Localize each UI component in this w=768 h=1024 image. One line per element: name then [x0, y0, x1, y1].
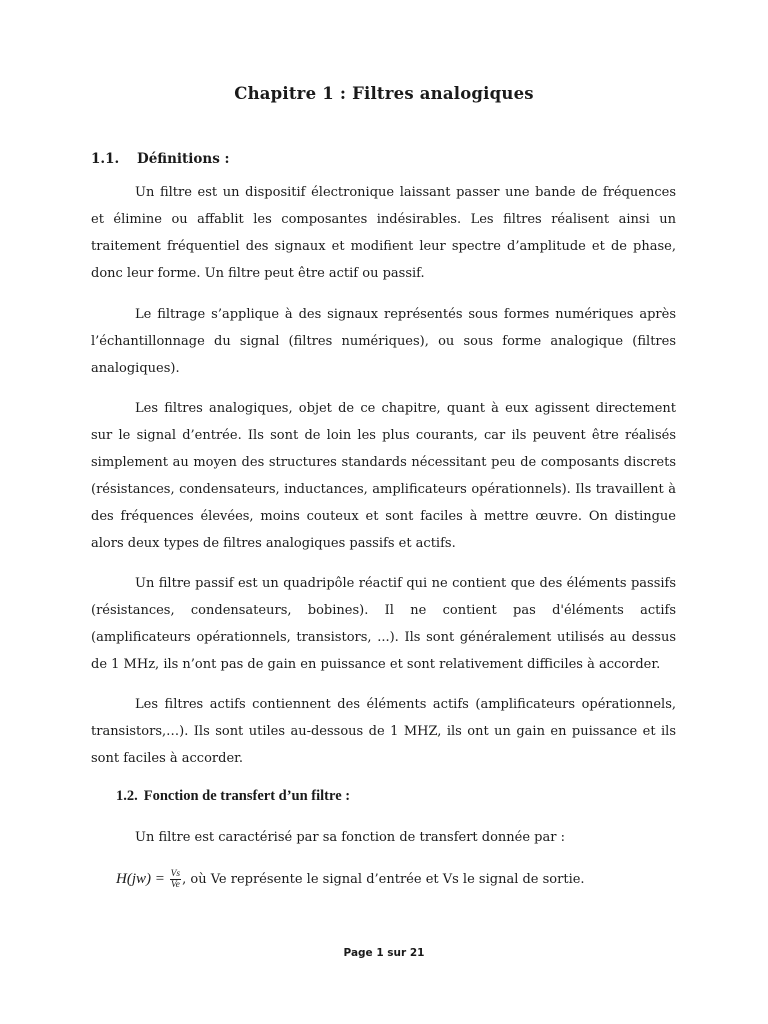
paragraph-filtering: Le filtrage s’applique à des signaux représentés sous formes numériques après l’échantillonnage du signal (filtres numériques), ou sous forme analogique (filtres analogiques). [91, 307, 676, 376]
section-title: Définitions : [137, 151, 230, 167]
section-number: 1.2. [116, 788, 138, 804]
paragraph-active-filters: Les filtres actifs contiennent des éléments actifs (amplificateurs opérationnels, transistors,…). Ils sont utiles au-dessous de 1 MHZ, ils ont un gain en puissance et ils sont faciles à accorder. [91, 697, 676, 766]
section-heading-transfer-function [116, 788, 350, 805]
paragraph-passive-filters: Un filtre passif est un quadripôle réactif qui ne contient que des éléments passifs (résistances, condensateurs, bobines). Il ne contient pas d'éléments actifs (amplificateurs opérationnels, transistors, ...). Ils sont généralement utilisés au dessus de 1 MHz, ils n’ont pas de gain en puissance et sont relativement difficiles à accorder. [91, 576, 676, 672]
paragraph-analog-filters: Les filtres analogiques, objet de ce chapitre, quant à eux agissent directement sur le signal d’entrée. Ils sont de loin les plus courants, car ils peuvent être réalisés simplement au moyen des structures standards nécessitant peu de composants discrets (résistances, condensateurs, inductances, amplificateurs opérationnels). Ils travaillent à des fréquences élevées, moins couteux et sont faciles à mettre œuvre. On distingue alors deux types de filtres analogiques passifs et actifs. [91, 401, 676, 551]
fraction-numerator: Vs [170, 869, 181, 879]
fraction-denominator: Ve [170, 880, 180, 890]
transfer-function-equation [116, 866, 585, 893]
chapter-title: Chapitre 1 : Filtres analogiques [234, 84, 534, 103]
paragraph-transfer-intro: Un filtre est caractérisé par sa fonction de transfert donnée par : [135, 830, 565, 845]
section-title: Fonction de transfert d’un filtre : [143, 788, 351, 804]
equation-description: , où Ve représente le signal d’entrée et Vs le signal de sortie. [182, 872, 585, 887]
equation-lhs: H(jw) = [116, 871, 169, 887]
section-number: 1.1. [91, 151, 120, 167]
page-footer: Page 1 sur 21 [343, 947, 425, 959]
paragraph-intro: Un filtre est un dispositif électronique laissant passer une bande de fréquences et élimine ou affablit les composantes indésirables. Les filtres réalisent ainsi un traitement fréquentiel des signaux et modifient leur spectre d’amplitude et de phase, donc leur forme. Un filtre peut être actif ou passif. [91, 185, 676, 281]
section-heading-definitions [91, 151, 230, 167]
equation-fraction [170, 869, 182, 890]
